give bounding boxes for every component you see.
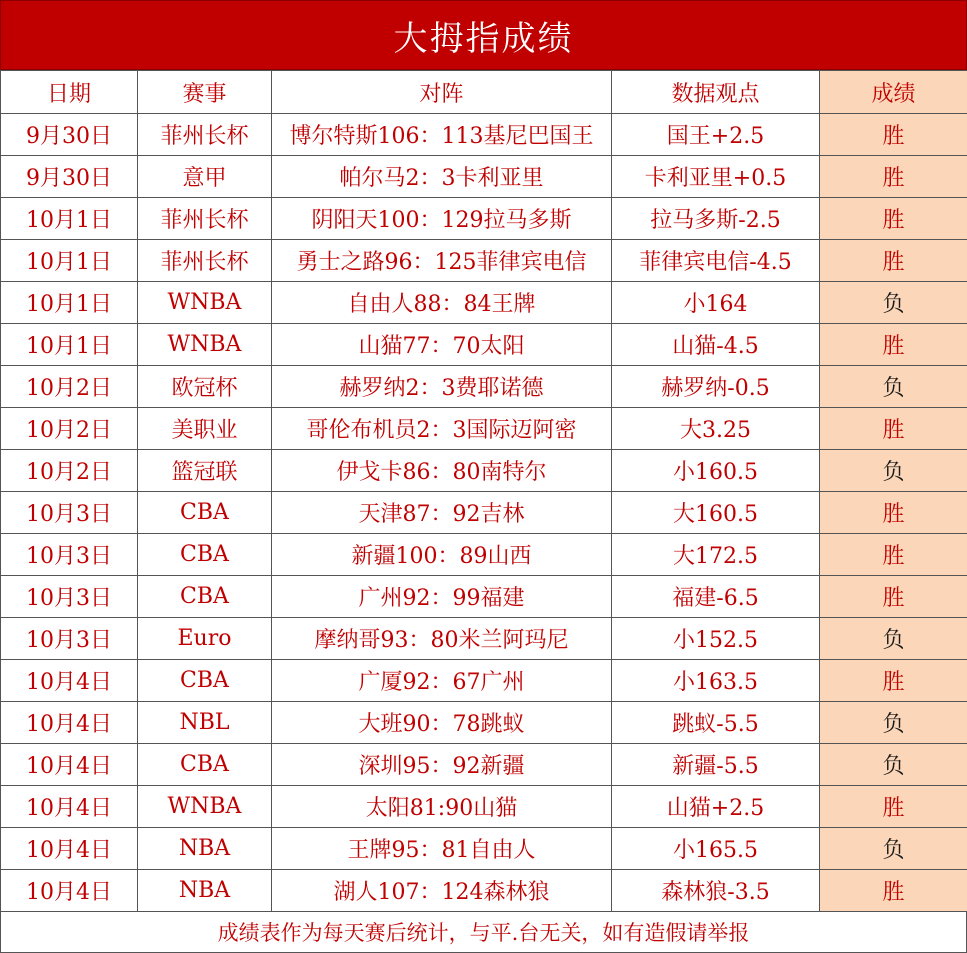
- cell-event: NBA: [138, 870, 272, 912]
- cell-match: 摩纳哥93：80米兰阿玛尼: [272, 618, 612, 660]
- cell-date: 10月3日: [1, 576, 138, 618]
- cell-event: 篮冠联: [138, 450, 272, 492]
- cell-result: 胜: [820, 198, 967, 240]
- cell-event: WNBA: [138, 786, 272, 828]
- table-row: [1, 156, 967, 198]
- table-row: [1, 870, 967, 912]
- cell-date: 10月1日: [1, 198, 138, 240]
- cell-date: 10月4日: [1, 660, 138, 702]
- cell-match: 阴阳天100：129拉马多斯: [272, 198, 612, 240]
- cell-pick: 国王+2.5: [612, 114, 820, 156]
- cell-event: CBA: [138, 660, 272, 702]
- cell-match: 太阳81:90山猫: [272, 786, 612, 828]
- cell-result: 负: [820, 618, 967, 660]
- cell-pick: 小163.5: [612, 660, 820, 702]
- footer-note: 成绩表作为每天赛后统计，与平.台无关，如有造假请举报: [0, 912, 967, 953]
- cell-event: 欧冠杯: [138, 366, 272, 408]
- table-row: [1, 744, 967, 786]
- cell-pick: 大3.25: [612, 408, 820, 450]
- cell-match: 广州92：99福建: [272, 576, 612, 618]
- cell-event: NBL: [138, 702, 272, 744]
- cell-result: 负: [820, 744, 967, 786]
- cell-match: 哥伦布机员2：3国际迈阿密: [272, 408, 612, 450]
- cell-date: 10月1日: [1, 282, 138, 324]
- table-row: [1, 198, 967, 240]
- table-row: [1, 324, 967, 366]
- cell-match: 勇士之路96：125菲律宾电信: [272, 240, 612, 282]
- cell-match: 湖人107：124森林狼: [272, 870, 612, 912]
- cell-event: WNBA: [138, 282, 272, 324]
- cell-date: 10月2日: [1, 408, 138, 450]
- table-row: [1, 534, 967, 576]
- results-body: [1, 114, 967, 912]
- cell-match: 赫罗纳2：3费耶诺德: [272, 366, 612, 408]
- table-row: [1, 702, 967, 744]
- table-row: [1, 492, 967, 534]
- cell-result: 胜: [820, 324, 967, 366]
- table-row: [1, 282, 967, 324]
- cell-match: 帕尔马2：3卡利亚里: [272, 156, 612, 198]
- cell-event: 美职业: [138, 408, 272, 450]
- cell-pick: 卡利亚里+0.5: [612, 156, 820, 198]
- cell-match: 王牌95：81自由人: [272, 828, 612, 870]
- cell-event: 意甲: [138, 156, 272, 198]
- table-row: [1, 450, 967, 492]
- cell-match: 天津87：92吉林: [272, 492, 612, 534]
- cell-event: Euro: [138, 618, 272, 660]
- cell-pick: 小164: [612, 282, 820, 324]
- cell-result: 胜: [820, 870, 967, 912]
- cell-result: 负: [820, 366, 967, 408]
- header-date: 日期: [1, 71, 138, 114]
- cell-date: 10月2日: [1, 450, 138, 492]
- header-row: [1, 71, 967, 114]
- cell-date: 10月4日: [1, 786, 138, 828]
- cell-result: 胜: [820, 240, 967, 282]
- cell-match: 自由人88：84王牌: [272, 282, 612, 324]
- cell-date: 9月30日: [1, 156, 138, 198]
- cell-result: 胜: [820, 576, 967, 618]
- cell-result: 负: [820, 282, 967, 324]
- cell-result: 胜: [820, 408, 967, 450]
- cell-pick: 赫罗纳-0.5: [612, 366, 820, 408]
- cell-event: CBA: [138, 534, 272, 576]
- cell-result: 胜: [820, 156, 967, 198]
- cell-match: 伊戈卡86：80南特尔: [272, 450, 612, 492]
- cell-match: 大班90：78跳蚁: [272, 702, 612, 744]
- table-row: [1, 660, 967, 702]
- cell-pick: 小165.5: [612, 828, 820, 870]
- cell-pick: 跳蚁-5.5: [612, 702, 820, 744]
- cell-pick: 小160.5: [612, 450, 820, 492]
- cell-pick: 大160.5: [612, 492, 820, 534]
- cell-result: 胜: [820, 786, 967, 828]
- cell-event: CBA: [138, 576, 272, 618]
- sheet-title: 大拇指成绩: [0, 0, 967, 70]
- cell-match: 山猫77：70太阳: [272, 324, 612, 366]
- cell-event: 菲州长杯: [138, 114, 272, 156]
- table-row: [1, 114, 967, 156]
- header-result: 成绩: [820, 71, 967, 114]
- cell-result: 胜: [820, 534, 967, 576]
- cell-event: 菲州长杯: [138, 198, 272, 240]
- cell-date: 10月4日: [1, 744, 138, 786]
- header-event: 赛事: [138, 71, 272, 114]
- cell-pick: 小152.5: [612, 618, 820, 660]
- cell-match: 深圳95：92新疆: [272, 744, 612, 786]
- table-row: [1, 828, 967, 870]
- cell-pick: 山猫-4.5: [612, 324, 820, 366]
- table-row: [1, 240, 967, 282]
- cell-date: 10月2日: [1, 366, 138, 408]
- table-row: [1, 618, 967, 660]
- cell-pick: 大172.5: [612, 534, 820, 576]
- cell-event: WNBA: [138, 324, 272, 366]
- cell-date: 10月3日: [1, 492, 138, 534]
- cell-date: 10月4日: [1, 702, 138, 744]
- header-pick: 数据观点: [612, 71, 820, 114]
- table-row: [1, 366, 967, 408]
- cell-date: 10月3日: [1, 618, 138, 660]
- cell-event: CBA: [138, 744, 272, 786]
- table-row: [1, 408, 967, 450]
- cell-pick: 新疆-5.5: [612, 744, 820, 786]
- cell-result: 负: [820, 450, 967, 492]
- cell-event: 菲州长杯: [138, 240, 272, 282]
- cell-date: 10月4日: [1, 828, 138, 870]
- table-row: [1, 786, 967, 828]
- cell-pick: 拉马多斯-2.5: [612, 198, 820, 240]
- cell-event: CBA: [138, 492, 272, 534]
- cell-pick: 森林狼-3.5: [612, 870, 820, 912]
- cell-result: 负: [820, 702, 967, 744]
- table-row: [1, 576, 967, 618]
- header-match: 对阵: [272, 71, 612, 114]
- results-table: [0, 70, 967, 912]
- cell-date: 10月1日: [1, 240, 138, 282]
- cell-match: 新疆100：89山西: [272, 534, 612, 576]
- cell-match: 广厦92：67广州: [272, 660, 612, 702]
- cell-event: NBA: [138, 828, 272, 870]
- cell-date: 9月30日: [1, 114, 138, 156]
- cell-result: 胜: [820, 492, 967, 534]
- cell-date: 10月3日: [1, 534, 138, 576]
- cell-date: 10月1日: [1, 324, 138, 366]
- cell-date: 10月4日: [1, 870, 138, 912]
- cell-result: 胜: [820, 660, 967, 702]
- cell-pick: 菲律宾电信-4.5: [612, 240, 820, 282]
- cell-match: 博尔特斯106：113基尼巴国王: [272, 114, 612, 156]
- cell-pick: 山猫+2.5: [612, 786, 820, 828]
- cell-result: 负: [820, 828, 967, 870]
- cell-pick: 福建-6.5: [612, 576, 820, 618]
- cell-result: 胜: [820, 114, 967, 156]
